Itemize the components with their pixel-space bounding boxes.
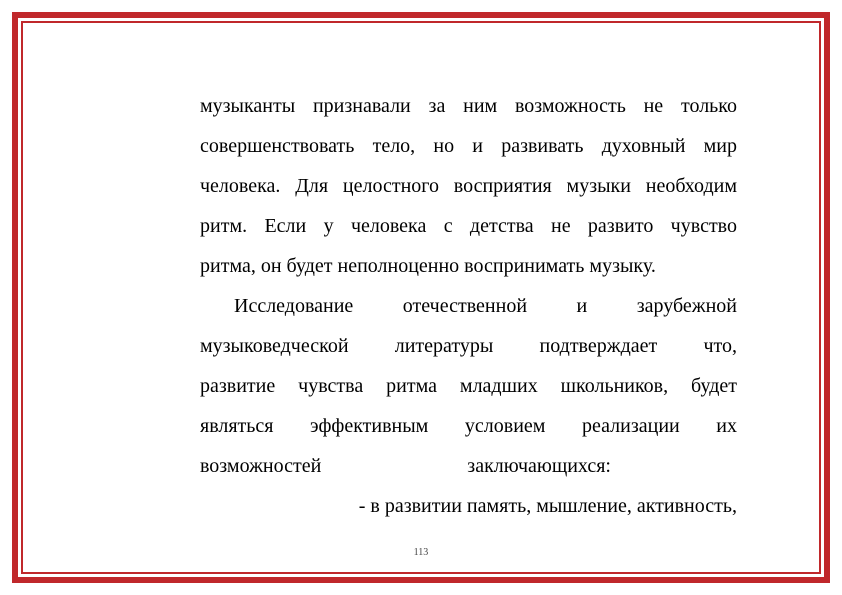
text-line: человека. Для целостного восприятия музыки необходим — [200, 175, 737, 197]
text-line-split — [200, 446, 737, 486]
text-line: музыковедческой литературы подтверждает что, — [200, 335, 737, 357]
body-text — [200, 86, 737, 526]
text-line: музыканты признавали за ним возможность не только — [200, 95, 737, 117]
page-number: 113 — [413, 547, 429, 558]
text-line: ритм. Если у человека с детства не развито чувство — [200, 215, 737, 237]
text-line-list-item: - в развитии память, мышление, активность, — [358, 495, 737, 517]
text-line: Исследование отечественной и зарубежной — [234, 295, 737, 317]
text-line: являться эффективным условием реализации их — [200, 415, 737, 437]
text-line: ритма, он будет неполноценно воспринимать музыку. — [200, 255, 656, 277]
text-line: развитие чувства ритма младших школьников, будет — [200, 375, 737, 397]
text-line: совершенствовать тело, но и развивать духовный мир — [200, 135, 737, 157]
split-right-word: заключающихся: — [467, 455, 611, 477]
split-left-word: возможностей — [200, 455, 322, 477]
